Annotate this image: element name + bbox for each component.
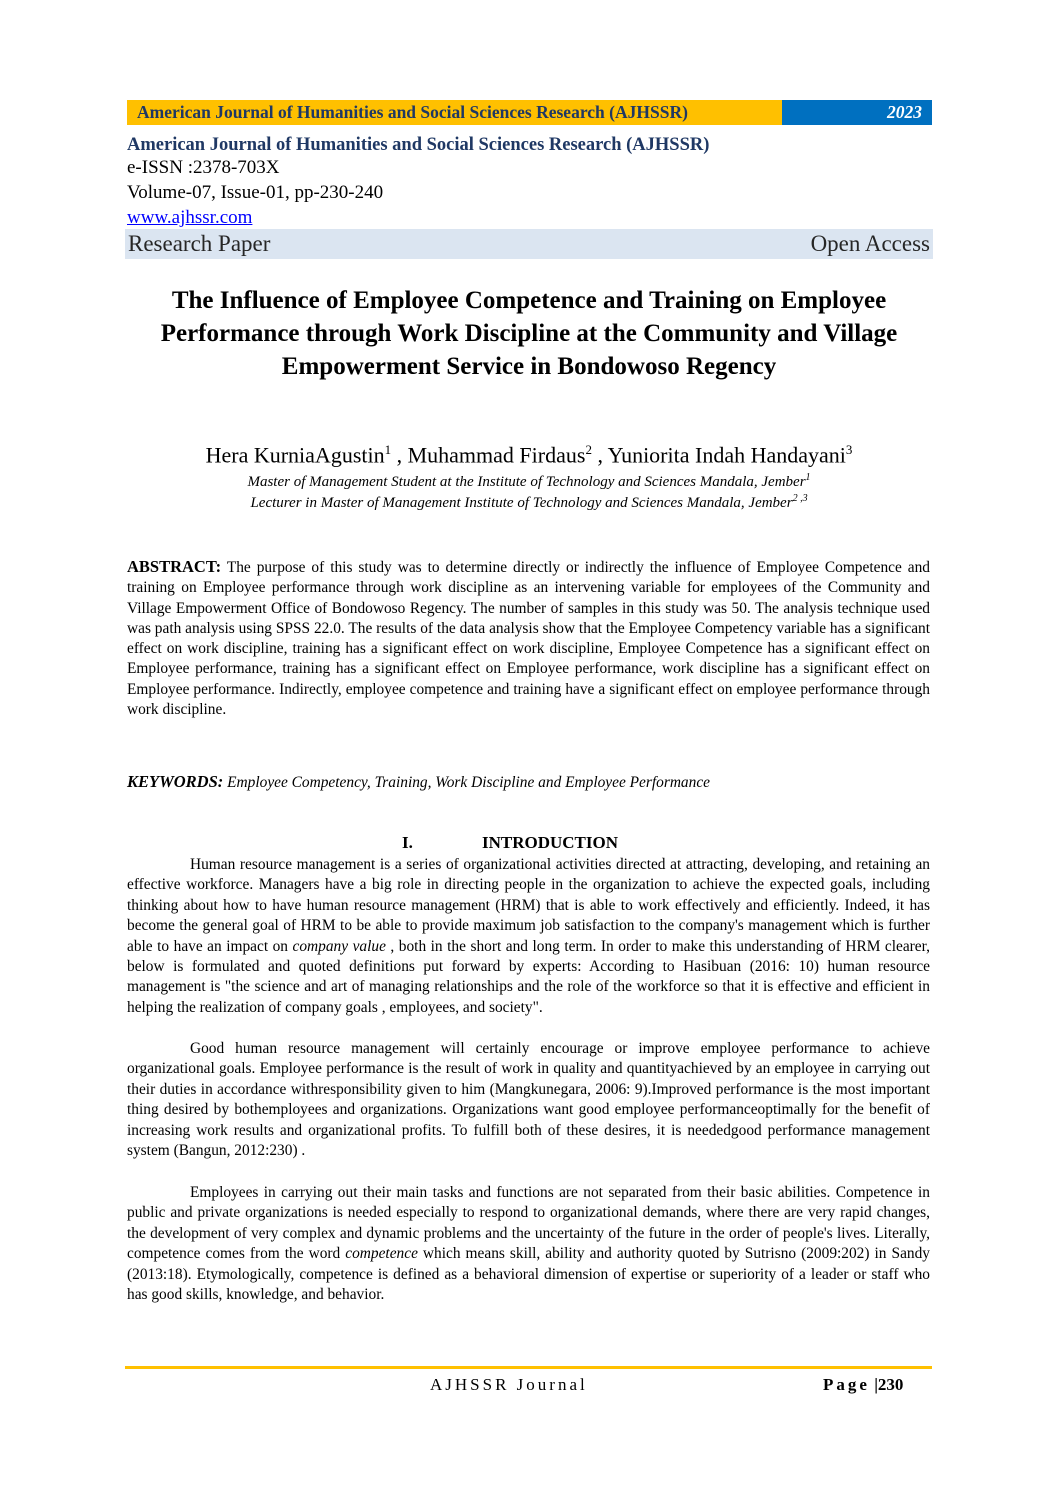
journal-name: American Journal of Humanities and Social Sciences Research (AJHSSR) — [127, 135, 710, 155]
journal-bar-title: American Journal of Humanities and Social Sciences Research (AJHSSR) — [127, 100, 782, 125]
access-type: Open Access — [810, 231, 930, 256]
issn: e-ISSN :2378-703X — [127, 157, 280, 178]
author-name: Muhammad Firdaus — [407, 442, 586, 468]
paragraph-text: which means skill, ability and authority quoted by Sutrisno (2009:202) in Sandy (2013:18). Etymologically, competence is defined as a behavioral dimension of expertise or superiority of a leader or staff who has good skills, knowledge, and behavior. — [127, 1245, 930, 1304]
author-list: Hera KurniaAgustin$^1$ , Muhammad Firdaus$^2$ , Yuniorita Indah Handayani$^3$ — [205, 442, 853, 468]
footer-journal: AJHSSR Journal — [430, 1375, 588, 1394]
affiliation-mark: 1 — [805, 472, 811, 483]
body-paragraph — [127, 1183, 930, 1305]
section-title: INTRODUCTION — [482, 833, 619, 852]
journal-header-bar — [127, 100, 932, 125]
page-label: Page — [823, 1375, 870, 1394]
paper-type: Research Paper — [128, 231, 271, 256]
abstract-text: The purpose of this study was to determine directly or indirectly the influence of Employee Competence and training on Employee performance through work discipline as an intervening variable for employees of the Community and Village Empowerment Office of Bondowoso Regency. The number of samples in this study was 50. The analysis technique used was path analysis using SPSS 22.0. The results of the data analysis show that the Employee Competency variable has a significant effect on work discipline, training has a significant effect on work discipline, Employee Competence has a significant effect on Employee performance, training has a significant effect on Employee performance, work discipline has a significant effect on Employee performance. Indirectly, employee competence and training have a significant effect on employee performance through work discipline. — [127, 559, 930, 719]
author-name: Yuniorita Indah Handayani — [607, 442, 846, 468]
affiliation-text: Lecturer in Master of Management Institute of Technology and Sciences Mandala, Jember — [250, 495, 793, 511]
author-affil-mark: 3 — [845, 442, 853, 457]
footer-divider — [125, 1366, 932, 1369]
emphasized-term: company value — [292, 937, 386, 955]
author-affil-mark: 1 — [384, 442, 392, 457]
affiliation-text: Master of Management Student at the Institute of Technology and Sciences Mandala, Jember — [247, 474, 806, 490]
affiliation-mark: 2 ,3 — [792, 493, 808, 504]
affiliation — [130, 472, 928, 491]
abstract-heading: ABSTRACT: — [127, 557, 222, 576]
author-affil-mark: 2 — [585, 442, 592, 457]
body-paragraph — [127, 855, 930, 1018]
keywords — [127, 772, 930, 792]
abstract — [127, 557, 930, 720]
paper-title: The Influence of Employee Competence and Training on Employee Performance through Work Discipline at the Community and Village Empowerment Service in Bondowoso Regency — [160, 287, 898, 380]
journal-bar-year: 2023 — [782, 100, 932, 125]
volume-info: Volume-07, Issue-01, pp-230-240 — [127, 182, 384, 203]
section-number: I. — [402, 833, 413, 852]
keywords-text: Employee Competency, Training, Work Discipline and Employee Performance — [227, 774, 710, 791]
footer-page — [823, 1375, 903, 1395]
paragraph-text: Employees in carrying out their main tasks and functions are not separated from their basic abilities. Competence in public and private organizations is needed especially to respond to organizational demands, where there are very rapid changes, the development of very complex and dynamic problems and the uncertainty of the future in the order of people's lives. Literally, competence comes from the word — [127, 1184, 930, 1263]
keywords-heading: KEYWORDS: — [127, 772, 224, 791]
author-name: Hera KurniaAgustin — [205, 442, 385, 468]
affiliation — [130, 493, 928, 512]
body-paragraph: Good human resource management will certainly encourage or improve employee performance to achieve organizational goals. Employee performance is the result of work in quality and quantityachieved by an employee in carrying out their duties in accordance withresponsibility given to him (Mangkunegara, 2006: 9).Improved performance is the most important thing desired by bothemployees and organizations. Organizations want good employee performanceoptimally for the benefit of increasing work results and organizational profits. To fulfill both of these desires, it is neededgood performance management system (Bangun, 2012:230) . — [127, 1040, 930, 1160]
paper-type-bar — [125, 229, 933, 259]
paragraph-text: , both in the short and long term. In order to make this understanding of HRM clearer, below is formulated and quoted definitions put forward by experts: According to Hasibuan (2016: 10) human resource management is "the science and art of managing relationships and the role of the workforce so that it is effective and efficient in helping the realization of company goals , employees, and society". — [127, 937, 930, 1016]
journal-link[interactable]: www.ajhssr.com — [127, 207, 253, 228]
emphasized-term: competence — [345, 1245, 418, 1263]
page-number: |230 — [874, 1375, 904, 1394]
paragraph-text: Human resource management is a series of organizational activities directed at attracting, developing, and retaining an effective workforce. Managers have a big role in directing people in the organization to achieve the expected goals, including thinking about how to have human resource management (HRM) that is able to work effectively and efficiently. Indeed, it has become the general goal of HRM to be able to provide maximum job satisfaction to the company's management which is further able to have an impact on — [127, 856, 930, 955]
